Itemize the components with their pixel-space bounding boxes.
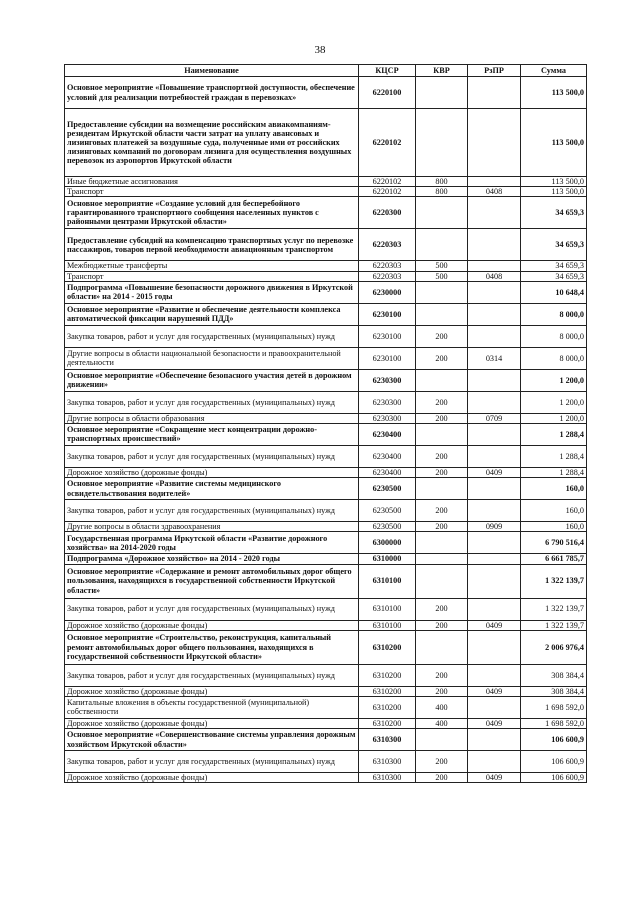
row-kvr: 500 (416, 271, 468, 281)
row-name: Основное мероприятие «Содержание и ремонт автомобильных дорог общего пользования, находящихся в государственной собственности Иркутской области» (65, 564, 359, 598)
row-rzpr (468, 630, 521, 664)
row-sum: 34 659,3 (521, 261, 587, 271)
row-rzpr (468, 109, 521, 177)
row-rzpr (468, 303, 521, 325)
row-sum: 8 000,0 (521, 325, 587, 347)
row-kvr: 400 (416, 696, 468, 718)
row-kcsr: 6230500 (359, 478, 416, 500)
row-rzpr (468, 598, 521, 620)
row-name: Дорожное хозяйство (дорожные фонды) (65, 686, 359, 696)
table-row (65, 77, 587, 109)
table-row (65, 423, 587, 445)
row-rzpr (468, 445, 521, 467)
row-name: Дорожное хозяйство (дорожные фонды) (65, 718, 359, 728)
row-name: Основное мероприятие «Строительство, реконструкция, капитальный ремонт автомобильных дорог общего пользования, находящихся в государственной собственности Иркутской области» (65, 630, 359, 664)
row-kvr (416, 554, 468, 564)
row-rzpr (468, 500, 521, 522)
row-sum: 106 600,9 (521, 751, 587, 773)
row-kvr: 200 (416, 598, 468, 620)
row-kcsr: 6230000 (359, 281, 416, 303)
row-kcsr: 6310200 (359, 686, 416, 696)
row-kcsr: 6230100 (359, 325, 416, 347)
table-row (65, 564, 587, 598)
table-row (65, 325, 587, 347)
row-name: Основное мероприятие «Совершенствование системы управления дорожным хозяйством Иркутской области» (65, 729, 359, 751)
row-sum: 1 322 139,7 (521, 564, 587, 598)
row-name: Закупка товаров, работ и услуг для государственных (муниципальных) нужд (65, 500, 359, 522)
table-row (65, 522, 587, 532)
header-sum: Сумма (521, 65, 587, 77)
table-row (65, 229, 587, 261)
row-sum: 1 200,0 (521, 391, 587, 413)
row-rzpr (468, 197, 521, 229)
row-kvr: 200 (416, 325, 468, 347)
row-rzpr: 0409 (468, 467, 521, 477)
row-name: Основное мероприятие «Развитие и обеспечение деятельности комплекса автоматической фиксации нарушений ПДД» (65, 303, 359, 325)
row-kcsr: 6310200 (359, 696, 416, 718)
page-number: 38 (314, 44, 326, 56)
row-sum: 8 000,0 (521, 303, 587, 325)
row-kvr (416, 630, 468, 664)
row-kvr: 200 (416, 467, 468, 477)
row-sum: 6 661 785,7 (521, 554, 587, 564)
row-sum: 113 500,0 (521, 177, 587, 187)
row-kcsr: 6310100 (359, 620, 416, 630)
row-rzpr (468, 369, 521, 391)
table-row (65, 303, 587, 325)
table-row (65, 197, 587, 229)
row-kcsr: 6310100 (359, 564, 416, 598)
header-kcsr: КЦСР (359, 65, 416, 77)
row-kcsr: 6220303 (359, 271, 416, 281)
row-name: Закупка товаров, работ и услуг для государственных (муниципальных) нужд (65, 751, 359, 773)
row-kvr: 200 (416, 522, 468, 532)
row-sum: 113 500,0 (521, 77, 587, 109)
table-row (65, 413, 587, 423)
row-kcsr: 6300000 (359, 532, 416, 554)
row-name: Другие вопросы в области национальной безопасности и правоохранительной деятельности (65, 347, 359, 369)
row-name: Межбюджетные трансферты (65, 261, 359, 271)
row-kcsr: 6310200 (359, 630, 416, 664)
row-sum: 8 000,0 (521, 347, 587, 369)
row-rzpr: 0409 (468, 686, 521, 696)
row-sum: 34 659,3 (521, 271, 587, 281)
row-name: Закупка товаров, работ и услуг для государственных (муниципальных) нужд (65, 664, 359, 686)
row-name: Другие вопросы в области здравоохранения (65, 522, 359, 532)
header-name: Наименование (65, 65, 359, 77)
row-kcsr: 6310300 (359, 773, 416, 783)
row-sum: 1 288,4 (521, 445, 587, 467)
row-kcsr: 6310100 (359, 598, 416, 620)
row-name: Подпрограмма «Повышение безопасности дорожного движения в Иркутской области» на 2014 - 2015 годы (65, 281, 359, 303)
table-row (65, 445, 587, 467)
row-name: Закупка товаров, работ и услуг для государственных (муниципальных) нужд (65, 598, 359, 620)
row-kvr: 200 (416, 347, 468, 369)
row-rzpr (468, 281, 521, 303)
row-rzpr (468, 664, 521, 686)
table-row (65, 271, 587, 281)
row-kvr: 200 (416, 445, 468, 467)
row-kvr: 200 (416, 773, 468, 783)
row-name: Дорожное хозяйство (дорожные фонды) (65, 467, 359, 477)
row-kvr: 200 (416, 391, 468, 413)
row-kvr (416, 729, 468, 751)
row-sum: 10 648,4 (521, 281, 587, 303)
table-row (65, 532, 587, 554)
row-name: Закупка товаров, работ и услуг для государственных (муниципальных) нужд (65, 325, 359, 347)
table-row (65, 686, 587, 696)
row-kvr (416, 478, 468, 500)
row-kvr (416, 532, 468, 554)
row-rzpr (468, 177, 521, 187)
row-kvr (416, 369, 468, 391)
row-kvr: 200 (416, 500, 468, 522)
row-kvr (416, 77, 468, 109)
row-kvr: 400 (416, 718, 468, 728)
row-rzpr (468, 751, 521, 773)
row-name: Основное мероприятие «Развитие системы медицинского освидетельствования водителей» (65, 478, 359, 500)
row-sum: 160,0 (521, 478, 587, 500)
row-sum: 1 200,0 (521, 413, 587, 423)
row-kvr (416, 229, 468, 261)
row-sum: 34 659,3 (521, 229, 587, 261)
table-row (65, 696, 587, 718)
row-kcsr: 6230300 (359, 413, 416, 423)
row-rzpr (468, 554, 521, 564)
table-row (65, 630, 587, 664)
table-row (65, 369, 587, 391)
row-name: Иные бюджетные ассигнования (65, 177, 359, 187)
row-name: Дорожное хозяйство (дорожные фонды) (65, 620, 359, 630)
row-sum: 106 600,9 (521, 729, 587, 751)
table-row (65, 478, 587, 500)
budget-table (64, 64, 587, 783)
row-name: Основное мероприятие «Обеспечение безопасного участия детей в дорожном движении» (65, 369, 359, 391)
table-row (65, 598, 587, 620)
row-kcsr: 6230300 (359, 369, 416, 391)
row-kcsr: 6230100 (359, 347, 416, 369)
row-sum: 34 659,3 (521, 197, 587, 229)
row-sum: 160,0 (521, 522, 587, 532)
row-name: Закупка товаров, работ и услуг для государственных (муниципальных) нужд (65, 391, 359, 413)
row-kcsr: 6220102 (359, 187, 416, 197)
table-row (65, 554, 587, 564)
table-row (65, 773, 587, 783)
row-name: Транспорт (65, 271, 359, 281)
row-sum: 308 384,4 (521, 686, 587, 696)
row-kcsr: 6220102 (359, 109, 416, 177)
row-sum: 1 322 139,7 (521, 620, 587, 630)
row-rzpr (468, 532, 521, 554)
row-rzpr (468, 391, 521, 413)
table-row (65, 500, 587, 522)
row-kcsr: 6220102 (359, 177, 416, 187)
table-row (65, 187, 587, 197)
row-name: Подпрограмма «Дорожное хозяйство» на 2014 - 2020 годы (65, 554, 359, 564)
header-rzpr: РзПР (468, 65, 521, 77)
row-name: Капитальные вложения в объекты государственной (муниципальной) собственности (65, 696, 359, 718)
table-row (65, 664, 587, 686)
row-kvr: 200 (416, 620, 468, 630)
row-rzpr (468, 325, 521, 347)
table-row (65, 751, 587, 773)
row-name: Основное мероприятие «Сокращение мест концентрации дорожно-транспортных происшествий» (65, 423, 359, 445)
row-kcsr: 6310000 (359, 554, 416, 564)
table-row (65, 347, 587, 369)
row-rzpr (468, 77, 521, 109)
row-rzpr: 0408 (468, 187, 521, 197)
table-row (65, 729, 587, 751)
row-kcsr: 6220100 (359, 77, 416, 109)
row-sum: 1 698 592,0 (521, 696, 587, 718)
row-kvr (416, 303, 468, 325)
row-name: Предоставление субсидий на компенсацию транспортных услуг по перевозке пассажиров, товаров первой необходимости авиационным транспортом (65, 229, 359, 261)
table-row (65, 391, 587, 413)
row-kcsr: 6310300 (359, 729, 416, 751)
row-name: Государственная программа Иркутской области «Развитие дорожного хозяйства» на 2014-2020 годы (65, 532, 359, 554)
row-kcsr: 6230300 (359, 391, 416, 413)
row-sum: 1 322 139,7 (521, 598, 587, 620)
header-kvr: КВР (416, 65, 468, 77)
row-kcsr: 6220303 (359, 229, 416, 261)
row-sum: 113 500,0 (521, 109, 587, 177)
row-rzpr: 0409 (468, 773, 521, 783)
row-name: Другие вопросы в области образования (65, 413, 359, 423)
row-rzpr (468, 423, 521, 445)
table-row (65, 177, 587, 187)
row-kvr (416, 197, 468, 229)
row-sum: 1 698 592,0 (521, 718, 587, 728)
row-kvr: 800 (416, 177, 468, 187)
table-row (65, 261, 587, 271)
table-row (65, 281, 587, 303)
table-row (65, 620, 587, 630)
row-rzpr: 0408 (468, 271, 521, 281)
row-kcsr: 6220300 (359, 197, 416, 229)
row-name: Предоставление субсидии на возмещение российским авиакомпаниям-резидентам Иркутской области части затрат на уплату авансовых и лизинговых платежей за воздушные суда, полученные ими от российских лизинговых компаний по договорам лизинга для осуществления воздушных перевозок из аэропортов Иркутской области (65, 109, 359, 177)
row-kvr: 200 (416, 686, 468, 696)
row-name: Основное мероприятие «Создание условий для бесперебойного гарантированного транспортного сообщения населенных пунктов с районными центрами Иркутской области» (65, 197, 359, 229)
row-kcsr: 6230100 (359, 303, 416, 325)
table-row (65, 718, 587, 728)
row-name: Транспорт (65, 187, 359, 197)
row-kvr: 500 (416, 261, 468, 271)
row-rzpr: 0314 (468, 347, 521, 369)
row-kcsr: 6310300 (359, 751, 416, 773)
row-kcsr: 6220303 (359, 261, 416, 271)
row-kvr: 200 (416, 751, 468, 773)
table-row (65, 109, 587, 177)
row-kvr (416, 423, 468, 445)
row-rzpr: 0409 (468, 620, 521, 630)
row-sum: 2 006 976,4 (521, 630, 587, 664)
row-sum: 113 500,0 (521, 187, 587, 197)
row-kcsr: 6310200 (359, 718, 416, 728)
row-kvr: 200 (416, 413, 468, 423)
row-name: Дорожное хозяйство (дорожные фонды) (65, 773, 359, 783)
row-sum: 1 200,0 (521, 369, 587, 391)
row-kvr (416, 109, 468, 177)
row-rzpr (468, 696, 521, 718)
row-rzpr (468, 229, 521, 261)
row-name: Закупка товаров, работ и услуг для государственных (муниципальных) нужд (65, 445, 359, 467)
row-rzpr (468, 729, 521, 751)
row-name: Основное мероприятие «Повышение транспортной доступности, обеспечение условий для реализации потребностей граждан в перевозках» (65, 77, 359, 109)
table-row (65, 467, 587, 477)
row-sum: 6 790 516,4 (521, 532, 587, 554)
table-header-row (65, 65, 587, 77)
row-kcsr: 6230500 (359, 500, 416, 522)
row-sum: 308 384,4 (521, 664, 587, 686)
row-rzpr (468, 261, 521, 271)
table-body (65, 77, 587, 783)
row-kcsr: 6230500 (359, 522, 416, 532)
row-kcsr: 6230400 (359, 423, 416, 445)
row-kvr: 800 (416, 187, 468, 197)
row-kvr (416, 564, 468, 598)
row-sum: 1 288,4 (521, 467, 587, 477)
row-rzpr (468, 478, 521, 500)
row-sum: 106 600,9 (521, 773, 587, 783)
row-rzpr (468, 564, 521, 598)
row-kcsr: 6230400 (359, 467, 416, 477)
row-kcsr: 6230400 (359, 445, 416, 467)
row-kvr (416, 281, 468, 303)
row-kcsr: 6310200 (359, 664, 416, 686)
row-kvr: 200 (416, 664, 468, 686)
row-sum: 160,0 (521, 500, 587, 522)
row-rzpr: 0709 (468, 413, 521, 423)
row-rzpr: 0409 (468, 718, 521, 728)
row-sum: 1 288,4 (521, 423, 587, 445)
row-rzpr: 0909 (468, 522, 521, 532)
